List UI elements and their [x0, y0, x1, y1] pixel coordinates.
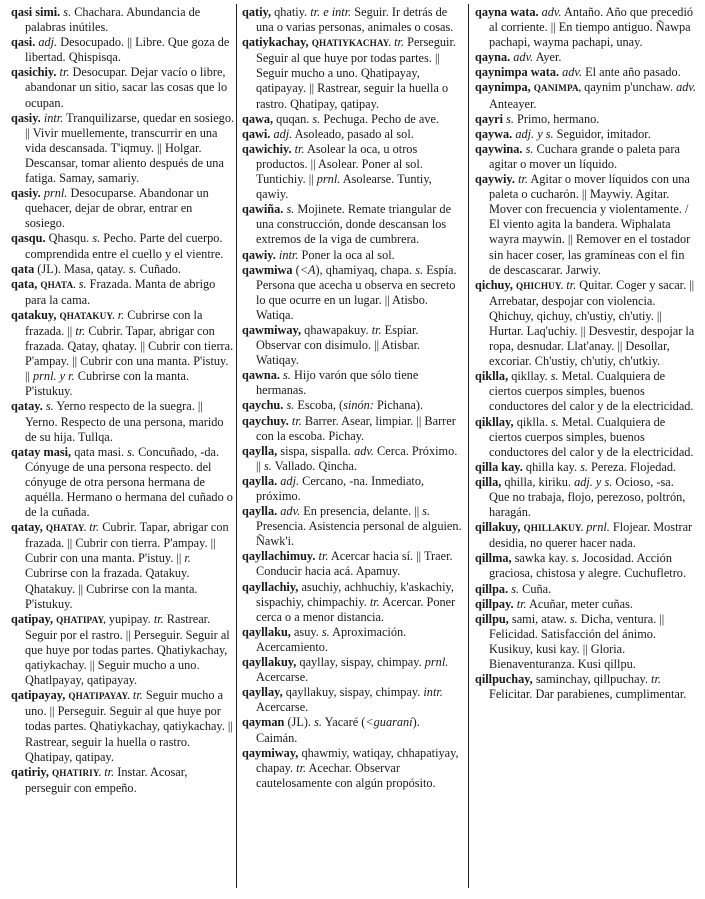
entry-text: Escoba, (	[294, 398, 344, 413]
dictionary-entry	[242, 35, 464, 111]
dictionary-entry	[11, 688, 235, 764]
headword: qayllaku,	[242, 624, 291, 639]
headword: qayllachiy,	[242, 579, 299, 594]
dictionary-entry	[11, 612, 235, 688]
entry-text: (JL). Masa, qatay.	[34, 261, 129, 276]
headword-variant: QHILLAKUY.	[523, 523, 584, 534]
headword: qillakuy,	[475, 520, 521, 535]
dictionary-entry	[11, 262, 235, 277]
headword: qillpa.	[475, 581, 509, 596]
entry-text: Desocupado. || Libre. Que goza de libertad. Qhispisqa.	[25, 35, 230, 65]
grammar-label: s.	[283, 368, 291, 383]
grammar-label: adv.	[562, 65, 583, 80]
grammar-label: s.	[286, 398, 295, 413]
grammar-label: s.	[550, 414, 559, 429]
entry-text: (	[292, 262, 300, 277]
entry-text: Frazada. Manta de abrigo para la cama.	[25, 276, 216, 307]
dictionary-entry	[475, 80, 697, 111]
grammar-label: prnl.	[43, 186, 68, 201]
entry-text: Ayer.	[533, 50, 562, 65]
headword: qillpuchay,	[475, 672, 533, 687]
dictionary-entry	[475, 460, 697, 475]
headword: qaynimpa wata.	[475, 65, 560, 80]
dictionary-entry	[475, 5, 697, 50]
grammar-label: adv.	[676, 80, 697, 95]
entry-text: Acercar hacia sí. || Traer. Conducir hacia acá. Apamuy.	[256, 549, 453, 579]
grammar-label: s.	[286, 202, 295, 217]
headword: qaylla.	[242, 473, 278, 488]
dictionary-entry	[242, 127, 464, 142]
headword: qatiykachay,	[242, 35, 309, 50]
entry-text: Felicitar. Dar parabienes, cumplimentar.	[489, 687, 687, 702]
dictionary-entry	[475, 520, 697, 551]
entry-text: Espía. Persona que acecha u observa en secreto lo que ocurre en un lugar. || Atisbo. Watiqa.	[256, 262, 457, 322]
headword-variant: QHATAKUY.	[59, 310, 115, 321]
dictionary-entry	[11, 445, 235, 520]
headword: qawi.	[242, 126, 271, 141]
grammar-label: tr. e intr.	[310, 5, 352, 19]
grammar-label: prnl.	[316, 172, 341, 187]
dictionary-entry	[11, 765, 235, 796]
grammar-label: tr.	[296, 760, 307, 775]
dictionary-entry	[475, 612, 697, 672]
entry-text: Cerca. Próximo. ||	[256, 443, 458, 473]
headword-variant: QHATIRIY.	[52, 767, 102, 778]
grammar-label: s.	[580, 459, 588, 474]
headword: qaychuy.	[242, 413, 289, 428]
headword: qawmiway,	[242, 322, 302, 337]
dictionary-entry	[242, 715, 464, 745]
dictionary-entry	[11, 35, 235, 65]
entry-text: qhatiy.	[271, 5, 311, 19]
headword: qasqu.	[11, 231, 46, 246]
entry-text: Concuñado, -da. Cónyuge de una persona respecto. del cónyuge de otra persona hermana de aquélla. Hermano o hermana del cuñado o de la cuñada.	[25, 444, 233, 520]
entry-text: Hijo varón que sólo tiene hermanas.	[256, 368, 419, 398]
grammar-label: tr.	[371, 322, 382, 337]
grammar-label: tr.	[153, 611, 164, 626]
dictionary-entry	[242, 368, 464, 398]
grammar-label: prnl.	[586, 520, 610, 535]
entry-text: Cuña.	[519, 581, 552, 596]
dictionary-entry	[475, 65, 697, 80]
entry-text: qayllay, sispay, chimpay.	[296, 655, 425, 670]
grammar-label: s.	[127, 444, 136, 459]
headword: qata	[11, 261, 35, 276]
entry-text: sawka kay.	[511, 551, 572, 566]
dictionary-entry	[11, 5, 235, 35]
entry-text: Poner la oca al sol.	[298, 247, 395, 262]
entry-text: Cubrir. Tapar, abrigar con frazada. || Cubrir con tierra. P'ampay. || Cubrir con una manta. P'istuy. ||	[25, 520, 229, 566]
grammar-label: s.	[525, 141, 534, 156]
grammar-label: r.	[117, 307, 125, 322]
entry-text: Pechuga. Pecho de ave.	[320, 111, 440, 126]
entry-text: Dicha, ventura. || Felicidad. Satisfacción del ánimo. Kusikuy, kusi kay. || Gloria. Bienaventuranza. Kusi qillpu.	[489, 611, 665, 672]
dictionary-entry	[475, 142, 697, 172]
entry-text: sispa, sispalla.	[277, 443, 355, 458]
entry-text: Cubrir. Tapar, abrigar con frazada. Qatay, qhatay. || Cubrir con tierra. P'ampay. || Cubrir con una manta. P'istuy. ||	[25, 323, 234, 384]
entry-text: Aproximación. Acercamiento.	[256, 624, 407, 654]
dictionary-entry	[475, 127, 697, 142]
grammar-label: tr.	[318, 549, 329, 564]
entry-text: Seguir mucho a uno. || Perseguir. Seguir al que huye por todas partes. Qhatiykachay, qatiykachay. || Rastrear, seguir la huella o rastro. Qhatipay, qatipay.	[25, 688, 233, 764]
entry-text: Vallado. Qincha.	[271, 458, 358, 473]
dictionary-entry	[11, 520, 235, 612]
headword-variant: QHATAY.	[45, 523, 87, 534]
dictionary-entry	[242, 444, 464, 474]
entry-text: Yerno respecto de la suegra. || Yerno. Respecto de una persona, marido de su hija. Tullqa.	[25, 399, 224, 444]
entry-text: Espiar. Observar con disimulo. || Atisbar. Watiqay.	[256, 322, 421, 368]
dictionary-entry	[242, 685, 464, 715]
grammar-label: tr.	[104, 764, 115, 779]
entry-text: Desocupar. Dejar vacío o libre, abandonar un sitio, sacar las cosas que lo ocupan.	[25, 65, 228, 110]
grammar-label: <A	[299, 262, 316, 277]
grammar-label: prnl.	[424, 655, 449, 670]
dictionary-entry	[475, 475, 697, 520]
entry-text: Perseguir. Seguir al que huye por todas partes. || Seguir mucho a uno. Qhatipayay, qatipayay. || Rastrear, seguir la huella o rastro. Qhatipay, qatipay.	[256, 35, 456, 111]
entry-text: Pecho. Parte del cuerpo. comprendida entre el cuello y el vientre.	[25, 231, 224, 261]
grammar-label: s.	[415, 262, 424, 277]
dictionary-entry	[242, 504, 464, 549]
entry-text: Cercano, -na. Inmediato, próximo.	[256, 473, 425, 503]
entry-text: (JL).	[284, 715, 315, 730]
dictionary-entry	[475, 172, 697, 278]
grammar-label: s.	[511, 581, 520, 596]
grammar-label: s.	[422, 504, 431, 519]
dictionary-entry	[475, 278, 697, 370]
entry-text: qata masi.	[71, 444, 128, 459]
grammar-label: s.	[506, 111, 514, 126]
grammar-label: r.	[184, 551, 191, 566]
dictionary-entry	[242, 414, 464, 444]
entry-text: qikllay.	[508, 369, 551, 384]
grammar-label: adj.	[38, 35, 58, 50]
headword: qikllay,	[475, 414, 514, 429]
entry-text: Primo, hermano.	[513, 111, 600, 126]
headword-variant: QANIMPA,	[533, 83, 582, 94]
headword-variant: QHATIPAYAY.	[68, 691, 130, 702]
dictionary-entry	[242, 474, 464, 504]
grammar-label: adv.	[541, 5, 562, 19]
entry-text: qhilla kay.	[522, 459, 581, 474]
entry-text: Pereza. Flojedad.	[587, 459, 677, 474]
entry-text: qiklla.	[513, 414, 551, 429]
headword: qayllachimuy.	[242, 549, 316, 564]
dictionary-entry	[475, 369, 697, 414]
entry-text: Acercar. Poner cerca o a menor distancia.	[256, 594, 456, 624]
dictionary-entry	[475, 112, 697, 127]
entry-text: Cubrirse con la frazada. ||	[25, 307, 203, 338]
grammar-label: adj.	[273, 126, 293, 141]
entry-text: Ocioso, -sa. Que no trabaja, flojo, perezoso, poltrón, haragán.	[489, 474, 686, 520]
entry-text: Mojinete. Remate triangular de una construcción, donde descansan los extremos de la viga de cumbrera.	[256, 202, 452, 247]
entry-text: ). Caimán.	[256, 715, 420, 745]
grammar-label: adj.	[280, 473, 300, 488]
headword: qayna.	[475, 50, 511, 65]
entry-text: Flojear. Mostrar desidia, no querer hacer nada.	[489, 520, 693, 551]
dictionary-entry	[11, 399, 235, 444]
entry-text: Seguidor, imitador.	[553, 126, 651, 141]
entry-text: Agitar o mover líquidos con una paleta o cucharón. || Maywiy. Agitar. Mover con frecuencia y violentamente. / El viento agita la bandera. Wiphalata wayra maywin. || Remover en el tostador sin hacer coser, las gramíneas con el fin de descascarar. Jarwiy.	[489, 172, 691, 277]
dictionary-entry	[11, 186, 235, 231]
entry-text: qayllakuy, sispay, chimpay.	[282, 685, 424, 700]
grammar-label: s.	[550, 369, 559, 384]
dictionary-column-2	[242, 5, 464, 791]
headword: qaywa.	[475, 126, 513, 141]
dictionary-entry	[11, 277, 235, 308]
grammar-label: adv.	[280, 504, 301, 519]
headword: qillpay.	[475, 596, 514, 611]
headword: qaywiy.	[475, 172, 515, 187]
headword: qasichiy.	[11, 65, 57, 80]
dictionary-entry	[475, 415, 697, 460]
grammar-label: s.	[312, 111, 321, 126]
headword-variant: QHATIYKACHAY.	[311, 38, 392, 49]
headword: qatay,	[11, 520, 43, 535]
entry-text: Anteayer.	[489, 96, 537, 111]
entry-text: Desocuparse. Abandonar un quehacer, dejar de obrar, entrar en sosiego.	[25, 186, 209, 231]
headword: qaylla,	[242, 443, 278, 458]
headword: qaylla.	[242, 504, 278, 519]
entry-text: Seguir. Ir detrás de una o varias personas, animales o cosas.	[256, 5, 454, 35]
headword: qiklla,	[475, 369, 509, 384]
dictionary-entry	[242, 142, 464, 202]
dictionary-entry	[242, 549, 464, 579]
grammar-label: tr.	[518, 172, 528, 187]
headword: qawmiwa	[242, 262, 293, 277]
grammar-label: tr.	[59, 65, 70, 80]
headword: qawa,	[242, 111, 274, 126]
entry-text: Barrer. Asear, limpiar. || Barrer con la escoba. Pichay.	[256, 413, 456, 443]
entry-text: qaynim p'unchaw.	[581, 80, 677, 95]
grammar-label: s.	[45, 399, 54, 414]
dictionary-entry	[11, 308, 235, 400]
dictionary-entry	[242, 263, 464, 323]
entry-text: Metal. Cualquiera de ciertos cuerpos simples, buenos conductores del calor y de la electricidad.	[489, 414, 694, 459]
dictionary-entry	[475, 597, 697, 612]
entry-text: Rastrear. Seguir por el rastro. || Perseguir. Seguir al que huye por todas partes. Qhatiykachay, qatiykachay. || Seguir mucho a uno. Qhatlpayay, qatipayay.	[25, 611, 230, 688]
headword: qaynimpa,	[475, 80, 531, 95]
entry-text: saminchay, qillpuchay.	[532, 672, 652, 687]
dictionary-column-3	[475, 5, 697, 702]
dictionary-entry	[242, 248, 464, 263]
entry-text: Qhasqu.	[45, 231, 93, 246]
entry-text: Quitar. Coger y sacar. || Arrebatar, despojar con violencia. Qhichuy, qichuy, ch'ustiy, ch'utiy. || Hurtar. Laq'uchiy. || Desvestir, despojar la ropa, desnudar. Llat'anay. || Desollar, excoriar. Ch'ustiy, ch'utiy, ch'utkiy.	[489, 277, 695, 369]
entry-text: El ante año pasado.	[582, 65, 681, 80]
headword: qatiriy,	[11, 764, 49, 779]
headword: qaychu.	[242, 398, 284, 413]
grammar-label: tr.	[394, 35, 405, 50]
grammar-label: tr.	[369, 594, 380, 609]
entry-text: asuy.	[290, 624, 322, 639]
column-divider	[236, 4, 237, 888]
entry-text: Presencia. Asistencia personal de alguien. Ñawk'i.	[256, 519, 462, 549]
grammar-label: tr.	[132, 688, 143, 703]
dictionary-entry	[475, 672, 697, 702]
dictionary-entry	[242, 112, 464, 127]
entry-text: ), qhamiyaq, chapa.	[315, 262, 416, 277]
headword: qata,	[11, 276, 38, 291]
headword: qasiy.	[11, 110, 41, 125]
entry-text: Jocosidad. Acción graciosa, chistosa y alegre. Cuchufletro.	[489, 551, 687, 581]
dictionary-entry	[11, 111, 235, 186]
grammar-label: s.	[571, 551, 580, 566]
headword: qaymiway,	[242, 745, 299, 760]
grammar-label: tr.	[291, 413, 302, 428]
dictionary-entry	[242, 746, 464, 791]
headword: qaywina.	[475, 141, 523, 156]
dictionary-entry	[11, 65, 235, 110]
grammar-label: s.	[128, 261, 137, 276]
entry-text: Instar. Acosar, perseguir con empeño.	[25, 764, 188, 795]
entry-text: Pichana).	[373, 398, 424, 413]
headword: qasiy.	[11, 186, 41, 201]
entry-text: Asoleado, pasado al sol.	[292, 126, 414, 141]
grammar-label: s.	[78, 276, 87, 291]
grammar-label: s.	[92, 231, 101, 246]
dictionary-column-1	[11, 5, 235, 796]
grammar-label: s.	[314, 715, 322, 730]
entry-text: Cubrirse con la frazada. Qatakuy. Qhatakuy. || Cubrirse con la manta. P'istukuy.	[25, 566, 198, 611]
entry-text: Asolear la oca, u otros productos. || Asolear. Poner al sol. Tuntichiy. ||	[256, 141, 423, 187]
grammar-label: adj. y s.	[515, 126, 554, 141]
grammar-label: s.	[63, 5, 72, 19]
dictionary-entry	[242, 580, 464, 625]
headword: qatay.	[11, 399, 43, 414]
entry-text: Acercarse.	[256, 670, 309, 685]
entry-text: sami, ataw.	[508, 611, 570, 626]
headword-variant: QHATA.	[40, 279, 76, 290]
grammar-label: prnl. y r.	[33, 369, 75, 384]
grammar-label: intr.	[278, 247, 299, 262]
headword: qilla,	[475, 474, 502, 489]
entry-text: Cubrirse con la manta. P'istukuy.	[25, 369, 190, 399]
entry-text: Yacaré (	[321, 715, 366, 730]
dictionary-entry	[242, 5, 464, 35]
column-divider	[468, 4, 469, 888]
headword: qilla kay.	[475, 459, 523, 474]
dictionary-entry	[242, 323, 464, 368]
grammar-label: tr.	[516, 596, 527, 611]
grammar-label: sinón:	[343, 398, 374, 413]
grammar-label: intr.	[43, 110, 64, 125]
headword: qatipay,	[11, 611, 54, 626]
headword: qayman	[242, 715, 285, 730]
entry-text: qhilla, kiriku.	[501, 474, 575, 489]
grammar-label: tr.	[89, 520, 100, 535]
headword: qatiy,	[242, 5, 272, 19]
entry-text: qhawmiy, watiqay, chhapatiyay, chapay.	[256, 745, 459, 775]
dictionary-entry	[242, 398, 464, 413]
grammar-label: s.	[264, 458, 272, 473]
grammar-label: tr.	[75, 323, 86, 338]
entry-text: Cuchara grande o paleta para agitar o mover un líquido.	[489, 141, 680, 171]
dictionary-entry	[475, 551, 697, 581]
entry-text: Acuñar, meter cuñas.	[526, 596, 634, 611]
grammar-label: intr.	[423, 685, 443, 700]
entry-text: yupipay.	[105, 611, 154, 626]
headword: qasi simi.	[11, 5, 61, 19]
headword: qillpu,	[475, 611, 509, 626]
dictionary-entry	[475, 50, 697, 65]
headword: qichuy,	[475, 277, 513, 292]
entry-text: Acechar. Observar cautelosamente con algún propósito.	[256, 760, 436, 790]
entry-text: asuchiy, achhuchiy, k'askachiy, sispachiy, chimpachiy.	[256, 579, 454, 609]
grammar-label: adj. y s.	[574, 474, 613, 489]
headword: qasi.	[11, 35, 36, 50]
entry-text: Asolearse. Tuntiy, qawiy.	[256, 172, 432, 202]
grammar-label: s.	[321, 624, 330, 639]
headword: qawiña.	[242, 202, 284, 217]
headword: qawiy.	[242, 247, 276, 262]
headword: qatay masi,	[11, 444, 72, 459]
grammar-label: tr.	[566, 277, 577, 292]
grammar-label: adv.	[354, 443, 374, 458]
entry-text: Antaño. Año que precedió al corriente. || En tiempo antiguo. Ñawpa pachapi, wayma pachapi, unay.	[489, 5, 694, 50]
dictionary-entry	[242, 625, 464, 655]
headword-variant: QHATIPAY,	[56, 614, 106, 625]
headword: qawichiy.	[242, 141, 292, 156]
grammar-label: s.	[569, 611, 578, 626]
dictionary-entry	[11, 231, 235, 261]
dictionary-entry	[475, 582, 697, 597]
entry-text: Tranquilizarse, quedar en sosiego. || Vivir muellemente, transcurrir en una vida descansada. T'iqmuy. || Holgar. Descansar, tomar aliento después de una fatiga. Samay, samariy.	[25, 110, 235, 186]
headword: qayna wata.	[475, 5, 539, 19]
entry-text: Acercarse.	[256, 700, 309, 715]
headword: qawna.	[242, 368, 280, 383]
headword: qillma,	[475, 551, 512, 566]
headword: qayllakuy,	[242, 655, 297, 670]
grammar-label: tr.	[294, 141, 305, 156]
grammar-label: adv.	[513, 50, 534, 65]
entry-text: Metal. Cualquiera de ciertos cuerpos simples, buenos conductores del calor y de la electricidad.	[489, 369, 694, 414]
grammar-label: <guaraní	[365, 715, 413, 730]
entry-text: qhawapakuy.	[301, 322, 372, 337]
headword: qayri	[475, 111, 504, 126]
entry-text: En presencia, delante. ||	[300, 504, 423, 519]
headword: qatakuy,	[11, 307, 57, 322]
dictionary-entry	[242, 202, 464, 247]
entry-text: Cuñado.	[136, 261, 181, 276]
entry-text: quqan.	[273, 111, 313, 126]
dictionary-entry	[242, 655, 464, 685]
headword: qayllay,	[242, 685, 283, 700]
headword-variant: QHICHUY.	[516, 280, 564, 291]
headword: qatipayay,	[11, 688, 66, 703]
entry-text: Chachara. Abundancia de palabras inútiles.	[25, 5, 201, 35]
grammar-label: tr.	[651, 672, 661, 687]
